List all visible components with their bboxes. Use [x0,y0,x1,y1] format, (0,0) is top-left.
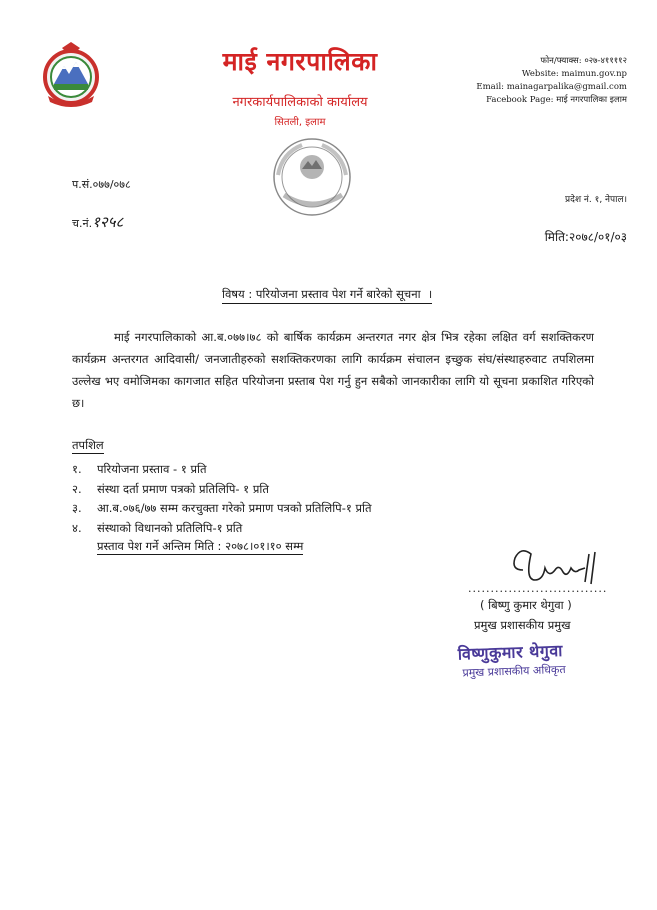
email-link[interactable]: Email: mainagarpalika@gmail.com [476,82,627,92]
submission-deadline: प्रस्ताव पेश गर्ने अन्तिम मिति : २०७८।०१।१० सम्म [97,539,304,553]
dispatch-handwritten: १२५८ [92,213,124,231]
contact-block [476,55,627,107]
website-link[interactable]: Website: maimun.gov.np [521,69,627,79]
stamp-name: विष्णुकुमार थेगुवा [457,640,564,664]
phone-fax: फोन/फ्याक्स: ०२७-४११११२ [540,56,627,66]
signatory-title: प्रमुख प्रशासकीय प्रमुख [474,618,571,632]
office-seal-stamp [262,135,362,220]
subject-line: विषय : परियोजना प्रस्ताव पेश गर्ने बारेको सूचना । [222,287,432,304]
list-item: ४. संस्थाको विधानको प्रतिलिपि-१ प्रति [72,520,243,535]
letter-date: मिति:२०७८/०१/०३ [544,230,627,244]
list-item: ३. आ.ब.०७६/७७ सम्म करचुक्ता गरेको प्रमाण पत्रको प्रतिलिपि-१ प्रति [72,501,372,515]
name-stamp [457,637,608,680]
details-heading: तपशिल [72,438,104,452]
reference-number: प.सं.०७७/०७८ [72,178,131,191]
facebook-link[interactable]: Facebook Page: माई नगरपालिका इलाम [486,95,627,105]
office-name: नगरकार्यपालिकाको कार्यालय [232,95,368,110]
organization-title: माई नगरपालिका [222,47,378,76]
office-location: सितली, इलाम [274,117,326,128]
dispatch-number [72,212,123,232]
list-item: २. संस्था दर्ता प्रमाण पत्रको प्रतिलिपि- १ प्रति [72,481,269,496]
dispatch-label: च.नं. [72,217,93,230]
stamp-title: प्रमुख प्रशासकीय अधिकृत [462,662,566,680]
signatory-name: ( बिष्णु कुमार थेगुवा ) [480,598,572,612]
details-list [72,460,372,538]
province-address: प्रदेश नं. १, नेपाल। [565,195,627,205]
notice-body: माई नगरपालिकाको आ.ब.०७७।७८ को बार्षिक कार्यक्रम अन्तरगत नगर क्षेत्र भित्र रहेका लक्षित वर्ग सशक्तिकरण कार्यक्रम अन्तरगत आदिवासी/ जनजातीहरुको सशक्तिकरणका लागि कार्यक्रम संचालन इच्छुक संघ/संस्थाहरुवाट तपशिलमा उल्लेख भए वमोजिमका कागजात सहित परियोजना प्रस्ताब पेश गर्नु हुन सबैको जानकारीका लागि यो सूचना प्रकाशित गरिएको छ। [72,330,594,410]
list-item: १. परियोजना प्रस्ताव - १ प्रति [72,462,207,476]
government-emblem [36,40,106,110]
signature-line: ............................... [468,582,608,595]
